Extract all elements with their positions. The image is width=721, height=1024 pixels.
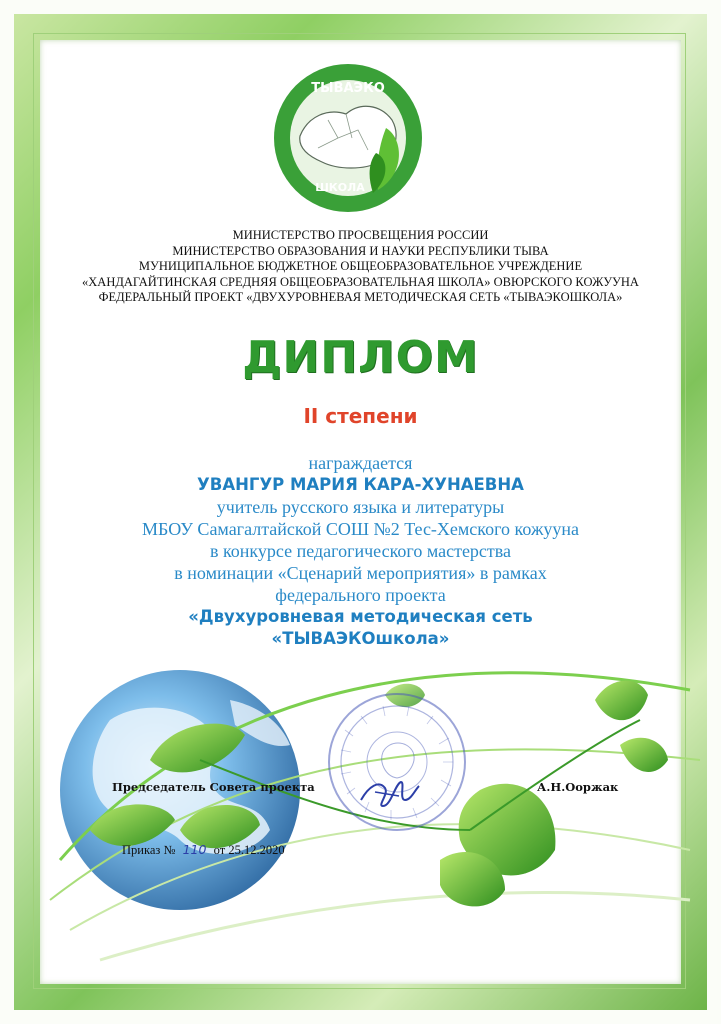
signer-name: А.Н.Ооржак — [537, 780, 619, 794]
order-number: 110 — [182, 842, 207, 857]
project-name-line: «Двухуровневая методическая сеть — [188, 607, 533, 626]
header-line: МУНИЦИПАЛЬНОЕ БЮДЖЕТНОЕ ОБЩЕОБРАЗОВАТЕЛЬНОЕ УЧРЕЖДЕНИЕ — [138, 259, 583, 274]
signer-title: Председатель Совета проекта — [112, 780, 315, 794]
header-line: МИНИСТЕРСТВО ОБРАЗОВАНИЯ И НАУКИ РЕСПУБЛИКИ ТЫВА — [172, 243, 549, 258]
award-text — [40, 452, 681, 650]
logo-top-text: ТЫВАЭКО — [311, 81, 385, 96]
issuer-header — [40, 228, 681, 306]
awarded-line: награждается — [308, 453, 413, 473]
header-line: МИНИСТЕРСТВО ПРОСВЕЩЕНИЯ РОССИИ — [232, 228, 489, 242]
diploma-degree: II степени — [303, 404, 418, 428]
order-date: от 25.12.2020 — [213, 843, 285, 857]
logo-bottom-text: ШКОЛА — [315, 181, 365, 194]
recipient-name: УВАНГУР МАРИЯ КАРА-ХУНАЕВНА — [197, 475, 524, 494]
recipient-school: МБОУ Самагалтайской СОШ №2 Тес-Хемского кожууна — [141, 519, 580, 539]
header-line: «ХАНДАГАЙТИНСКАЯ СРЕДНЯЯ ОБЩЕОБРАЗОВАТЕЛЬНАЯ ШКОЛА» ОВЮРСКОГО КОЖУУНА — [82, 274, 639, 289]
contest-line: в конкурсе педагогического мастерства — [209, 541, 512, 561]
header-line: ФЕДЕРАЛЬНЫЙ ПРОЕКТ «ДВУХУРОВНЕВАЯ МЕТОДИЧЕСКАЯ СЕТЬ «ТЫВАЭКОШКОЛА» — [98, 290, 623, 305]
diploma-title: ДИПЛОМ — [242, 332, 479, 383]
nomination-line: в номинации «Сценарий мероприятия» в рамках — [174, 563, 547, 583]
project-intro-line: федерального проекта — [275, 585, 446, 605]
order-prefix: Приказ № — [122, 843, 176, 857]
order-reference — [122, 842, 285, 858]
recipient-position: учитель русского языка и литературы — [216, 497, 505, 517]
signature-icon — [355, 770, 425, 815]
tyvaeko-school-logo — [268, 58, 428, 218]
project-name-line: «ТЫВАЭКОшкола» — [271, 629, 450, 648]
